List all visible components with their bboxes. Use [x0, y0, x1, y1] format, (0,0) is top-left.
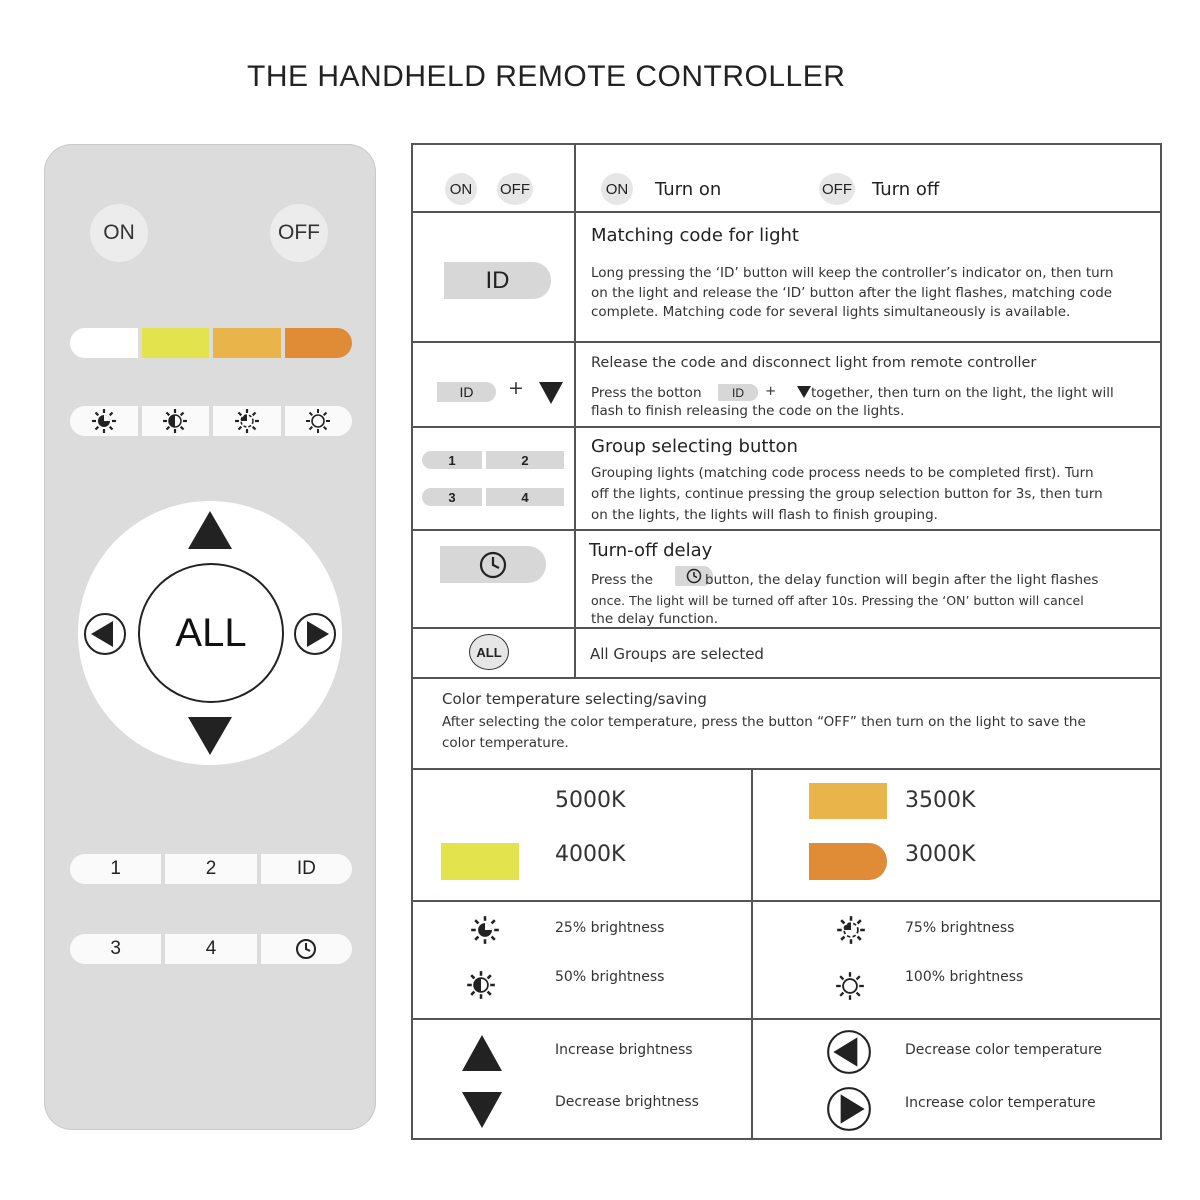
- direction-pad: [78, 501, 342, 765]
- matching-code-line-1: Long pressing the ‘ID’ button will keep the controller’s indicator on, then turn: [591, 265, 1114, 281]
- increase-color-temp-text: Increase color temperature: [905, 1095, 1096, 1111]
- decrease-color-temp-icon: [825, 1028, 873, 1076]
- brightness-50-button[interactable]: [142, 406, 210, 436]
- group-row-2: [70, 934, 352, 964]
- decrease-brightness-text: Decrease brightness: [555, 1094, 699, 1110]
- off-icon: [497, 173, 533, 205]
- down-arrow-icon: [538, 381, 564, 405]
- brightness-50-icon: [466, 970, 496, 1000]
- inline-clock-icon: [686, 568, 702, 584]
- all-groups-button[interactable]: [138, 563, 284, 703]
- group-3-icon: [422, 488, 482, 506]
- brightness-strip: [70, 406, 352, 436]
- color-3500k-button[interactable]: [213, 328, 281, 358]
- delay-line-1b: button, the delay function will begin after the light flashes: [705, 572, 1099, 588]
- group-line-1: Grouping lights (matching code process needs to be completed first). Turn: [591, 465, 1094, 481]
- increase-color-temp-icon: [825, 1085, 873, 1133]
- inline-id-icon-label: ID: [732, 385, 744, 400]
- inline-down-arrow-icon: [796, 385, 812, 399]
- off-icon-desc: [819, 173, 855, 205]
- decrease-color-temp-text: Decrease color temperature: [905, 1042, 1103, 1058]
- k3000-swatch: [809, 843, 887, 880]
- page-title: THE HANDHELD REMOTE CONTROLLER: [247, 60, 846, 93]
- delay-clock-icon: [478, 550, 508, 580]
- k3500-swatch: [809, 783, 887, 819]
- release-plus: +: [508, 377, 524, 399]
- release-line-2: flash to finish releasing the code on the lights.: [591, 403, 905, 419]
- off-icon-label: OFF: [500, 180, 530, 198]
- remote-on-label: ON: [103, 221, 135, 244]
- function-table: [411, 143, 1162, 1140]
- all-label: ALL: [175, 610, 247, 655]
- on-icon-label: ON: [449, 180, 473, 198]
- delay-line-3: the delay function.: [591, 611, 719, 627]
- release-line-1a: Press the botton: [591, 385, 702, 401]
- inline-plus: +: [765, 383, 777, 399]
- remote-controller: [44, 144, 376, 1130]
- delay-button-icon: [440, 546, 546, 583]
- group-4-icon: [486, 488, 564, 506]
- group-1-icon-label: 1: [448, 452, 456, 468]
- color-temperature-strip: [70, 328, 352, 358]
- colortemp-line-2: color temperature.: [442, 735, 569, 751]
- group-heading: Group selecting button: [591, 436, 798, 457]
- matching-code-line-3: complete. Matching code for several lights simultaneously is available.: [591, 304, 1071, 320]
- color-4000k-button[interactable]: [142, 328, 210, 358]
- group-2-icon-label: 2: [521, 452, 529, 468]
- clock-icon: [295, 938, 317, 960]
- release-id-icon-label: ID: [459, 384, 474, 400]
- color-5000k-button[interactable]: [70, 328, 138, 358]
- group-1-button[interactable]: 1: [70, 854, 161, 884]
- turn-off-text: Turn off: [872, 179, 940, 200]
- turn-on-text: Turn on: [655, 179, 722, 200]
- brightness-25-button[interactable]: [70, 406, 138, 436]
- increase-brightness-text: Increase brightness: [555, 1042, 693, 1058]
- increase-brightness-icon: [460, 1033, 504, 1073]
- on-icon-desc-label: ON: [605, 180, 629, 198]
- k3000-label: 3000K: [905, 842, 976, 867]
- decrease-color-temp-arrow-icon[interactable]: [82, 611, 128, 657]
- all-icon-label: ALL: [476, 644, 502, 660]
- group-line-3: on the lights, the lights will flash to finish grouping.: [591, 507, 938, 523]
- release-id-icon: [437, 382, 496, 402]
- group-2-icon: [486, 451, 564, 469]
- group-line-2: off the lights, continue pressing the group selection button for 3s, then turn: [591, 486, 1103, 502]
- group-3-icon-label: 3: [448, 489, 456, 505]
- group-2-button[interactable]: 2: [165, 854, 256, 884]
- k4000-label: 4000K: [555, 842, 626, 867]
- id-button-icon: [444, 262, 551, 299]
- on-icon: [445, 173, 477, 205]
- brightness-75-icon: [836, 915, 866, 945]
- decrease-brightness-arrow-icon[interactable]: [186, 715, 234, 757]
- k5000-label: 5000K: [555, 788, 626, 813]
- increase-brightness-arrow-icon[interactable]: [186, 509, 234, 551]
- colortemp-heading: Color temperature selecting/saving: [442, 690, 707, 708]
- delay-line-1a: Press the: [591, 572, 653, 588]
- on-icon-desc: [601, 173, 633, 205]
- k4000-swatch: [441, 843, 519, 880]
- remote-off-button[interactable]: [270, 204, 328, 262]
- timer-button[interactable]: [261, 934, 352, 964]
- brightness-100-button[interactable]: [285, 406, 353, 436]
- group-1-icon: [422, 451, 482, 469]
- brightness-75-button[interactable]: [213, 406, 281, 436]
- id-button[interactable]: ID: [261, 854, 352, 884]
- group-row-1: [70, 854, 352, 884]
- matching-code-heading: Matching code for light: [591, 225, 799, 246]
- all-icon: [469, 634, 509, 670]
- inline-id-icon: [718, 384, 758, 401]
- remote-off-label: OFF: [278, 221, 320, 244]
- brightness-25-icon: [470, 915, 500, 945]
- sun-50-icon: [162, 408, 188, 434]
- delay-heading: Turn-off delay: [589, 540, 713, 561]
- increase-color-temp-arrow-icon[interactable]: [292, 611, 338, 657]
- remote-on-button[interactable]: [90, 204, 148, 262]
- off-icon-desc-label: OFF: [822, 180, 852, 198]
- k3500-label: 3500K: [905, 788, 976, 813]
- sun-25-icon: [91, 408, 117, 434]
- release-line-1b: together, then turn on the light, the light will: [811, 385, 1114, 401]
- id-button-icon-label: ID: [485, 266, 510, 294]
- color-3000k-button[interactable]: [285, 328, 353, 358]
- delay-line-2: once. The light will be turned off after 10s. Pressing the ‘ON’ button will cancel: [591, 593, 1084, 608]
- matching-code-line-2: on the light and release the ‘ID’ button after the light flashes, matching code: [591, 285, 1113, 301]
- decrease-brightness-icon: [460, 1090, 504, 1130]
- group-4-icon-label: 4: [521, 489, 529, 505]
- group-4-button[interactable]: 4: [165, 934, 256, 964]
- release-heading: Release the code and disconnect light from remote controller: [591, 355, 1037, 371]
- colortemp-line-1: After selecting the color temperature, press the button “OFF” then turn on the light to save the: [442, 714, 1086, 730]
- all-groups-text: All Groups are selected: [590, 645, 764, 663]
- sun-100-icon: [305, 408, 331, 434]
- brightness-75-text: 75% brightness: [905, 920, 1015, 936]
- brightness-25-text: 25% brightness: [555, 920, 665, 936]
- brightness-100-text: 100% brightness: [905, 969, 1024, 985]
- sun-75-icon: [234, 408, 260, 434]
- group-3-button[interactable]: 3: [70, 934, 161, 964]
- brightness-100-icon: [835, 971, 865, 1001]
- brightness-50-text: 50% brightness: [555, 969, 665, 985]
